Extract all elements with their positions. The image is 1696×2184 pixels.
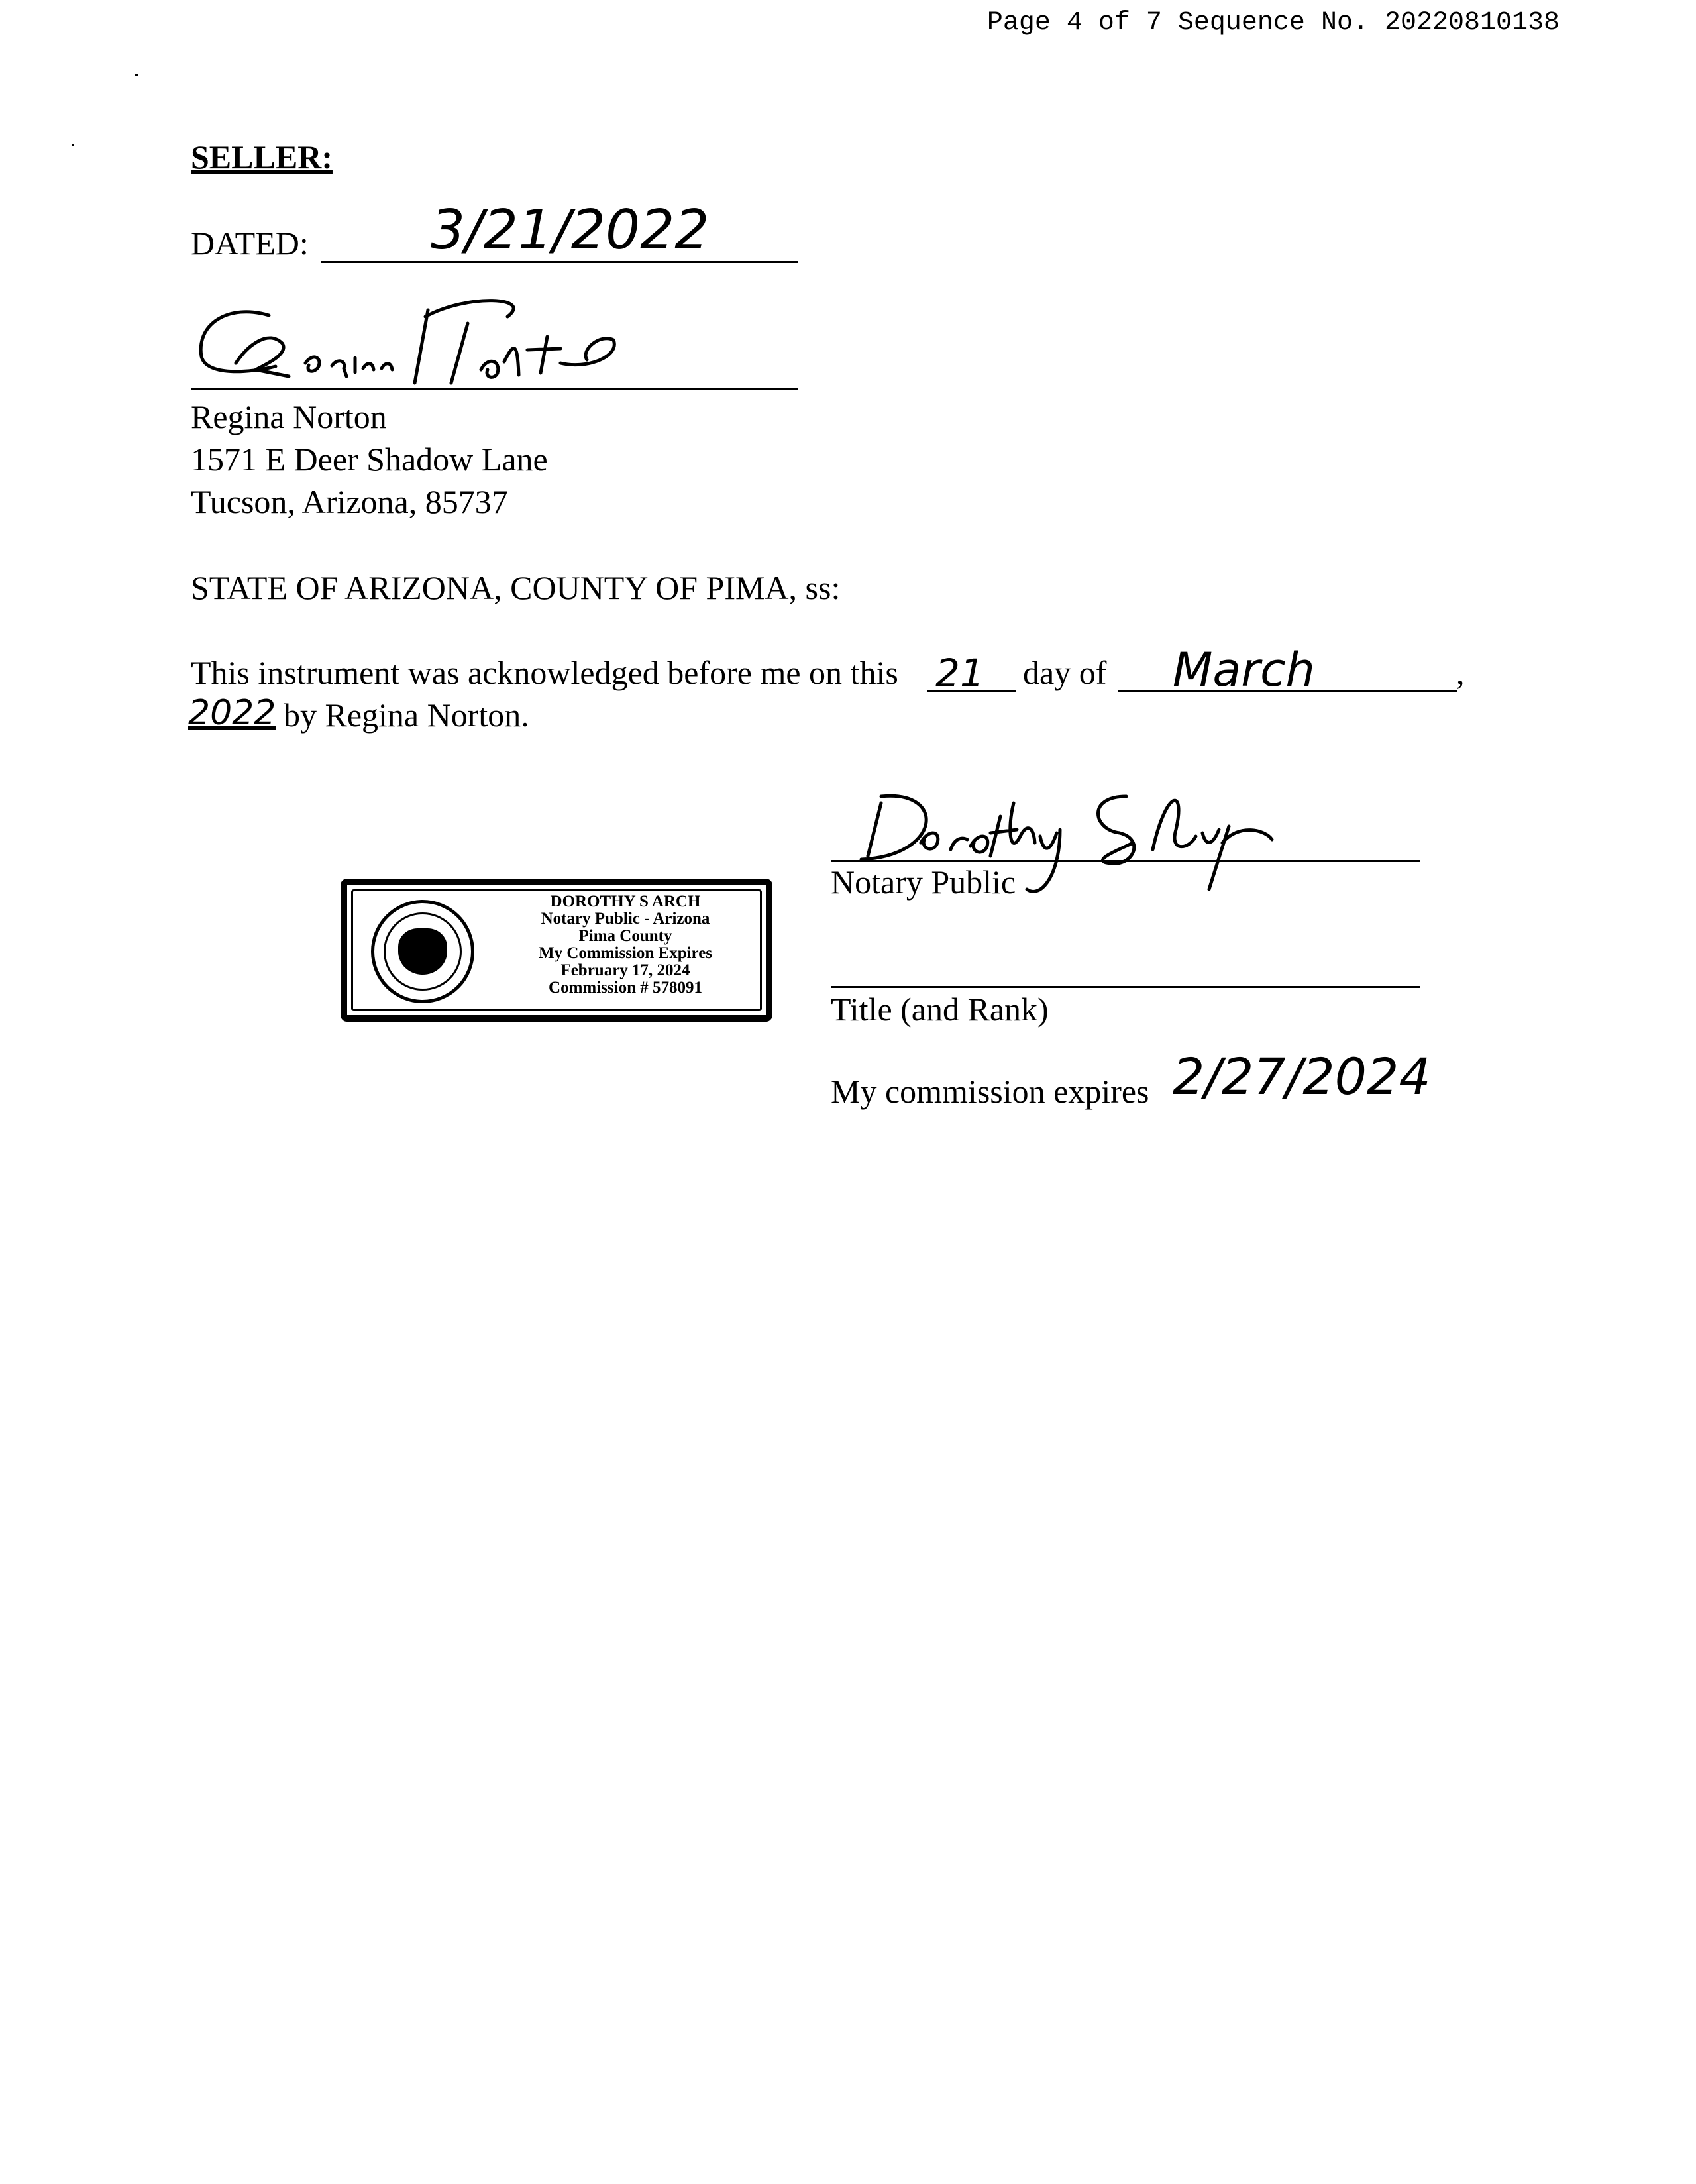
year-handwritten-value: 2022: [188, 693, 276, 733]
notary-signature-line: [831, 860, 1420, 862]
dated-handwritten-value: 3/21/2022: [431, 199, 710, 262]
ack-prefix: This instrument was acknowledged before me on this: [191, 654, 898, 691]
ack-suffix: by Regina Norton.: [284, 696, 529, 734]
stamp-expires-date: February 17, 2024: [560, 961, 690, 979]
notary-stamp: [341, 879, 772, 1022]
venue-statement: STATE OF ARIZONA, COUNTY OF PIMA, ss:: [191, 569, 841, 606]
ack-comma: ,: [1456, 654, 1465, 691]
stamp-notary-name: DOROTHY S ARCH: [550, 893, 701, 910]
page-header: Page 4 of 7 Sequence No. 20220810138: [986, 8, 1560, 38]
title-line: [831, 986, 1420, 988]
dated-label: DATED:: [191, 225, 309, 262]
seller-heading: SELLER:: [191, 138, 333, 176]
seller-signature-line: [191, 388, 798, 390]
month-handwritten-value: March: [1173, 643, 1315, 697]
notary-public-label: Notary Public: [831, 863, 1016, 901]
stamp-county: Pima County: [578, 927, 672, 945]
scan-speck: [72, 144, 74, 146]
stamp-commission-number: Commission # 578091: [549, 979, 702, 997]
seller-address-line1: 1571 E Deer Shadow Lane: [191, 441, 548, 478]
title-rank-label: Title (and Rank): [831, 991, 1049, 1028]
seal-emblem: [398, 928, 447, 975]
seller-address-line2: Tucson, Arizona, 85737: [191, 483, 508, 520]
commission-expires-label: My commission expires: [831, 1073, 1149, 1110]
stamp-text: [506, 893, 745, 997]
commission-expires-handwritten-value: 2/27/2024: [1173, 1047, 1431, 1106]
stamp-expires-label: My Commission Expires: [538, 944, 713, 962]
state-seal-icon: [371, 900, 474, 1003]
seller-signature: [189, 297, 627, 390]
seller-name: Regina Norton: [191, 398, 387, 435]
scan-speck: [135, 74, 138, 76]
day-of-label: day of: [1023, 654, 1107, 691]
stamp-title: Notary Public - Arizona: [541, 910, 710, 928]
day-handwritten-value: 21: [935, 651, 984, 696]
